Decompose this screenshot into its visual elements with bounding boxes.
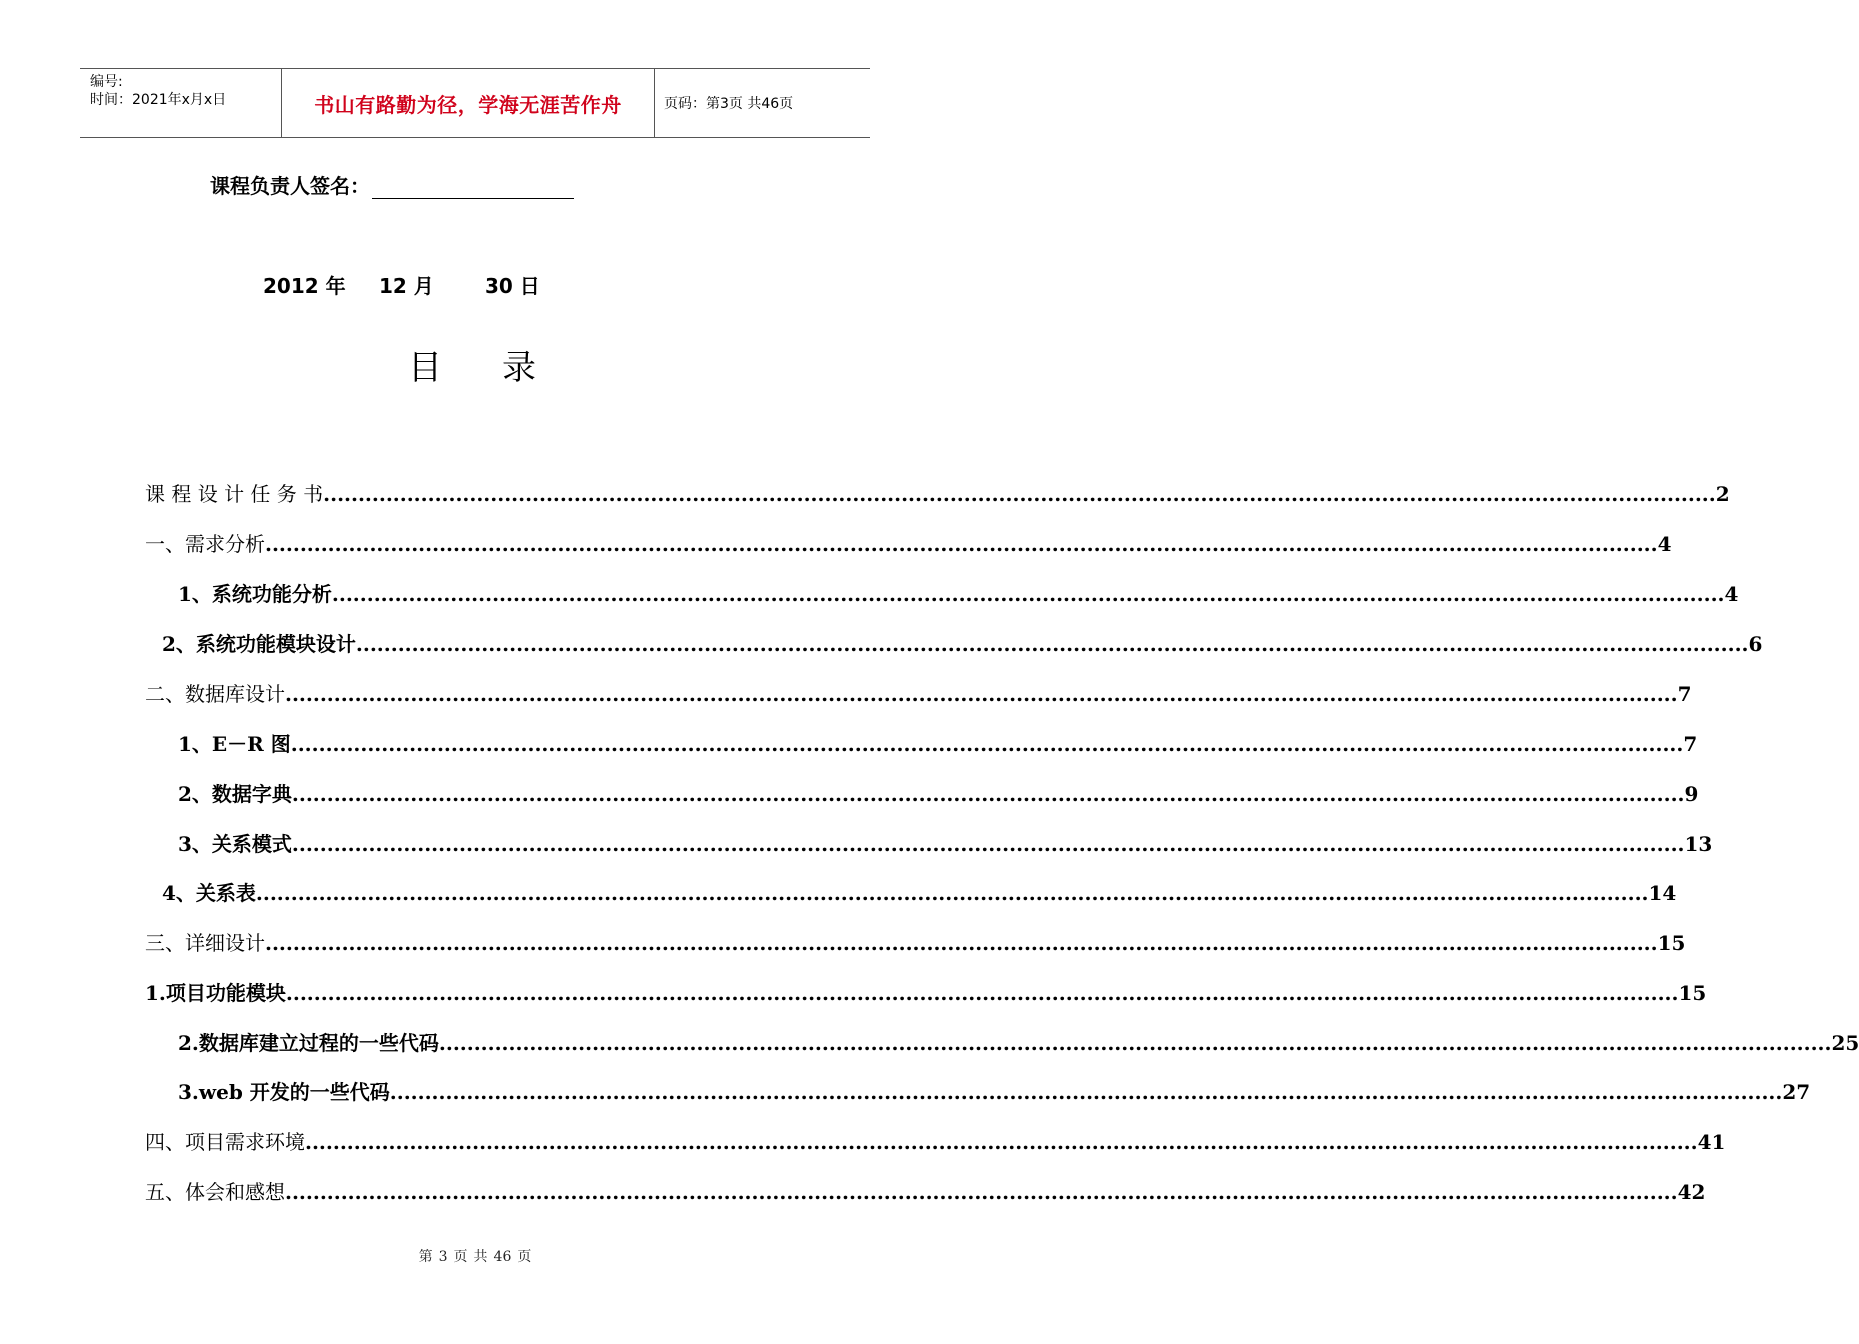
toc-entry	[145, 678, 1692, 706]
footer-total-pages: 46	[493, 1249, 512, 1265]
signature-line	[372, 176, 574, 199]
document-number-label: 编号:	[90, 74, 123, 90]
toc-entry-label: 1.项目功能模块	[145, 981, 286, 1005]
footer-suffix: 页	[517, 1249, 532, 1265]
footer-page-word: 页	[453, 1249, 468, 1265]
date-day: 30 日	[485, 274, 540, 298]
toc-entry-leader-dots: ........................................................................................................................................................................................................	[291, 782, 1685, 806]
toc-entry-label: 2、数据字典	[178, 782, 292, 806]
toc-entry-leader-dots: ........................................................................................................................................................................................................	[285, 981, 1679, 1005]
toc-entry-leader-dots: ........................................................................................................................................................................................................	[291, 832, 1685, 856]
toc-entry	[162, 628, 1763, 656]
toc-entry-label: 三、详细设计	[145, 931, 265, 955]
toc-entry-leader-dots: ........................................................................................................................................................................................................	[285, 1180, 1678, 1204]
header-table	[80, 68, 870, 138]
toc-entry-page-number: 9	[1684, 782, 1699, 806]
toc-entry-leader-dots: ........................................................................................................................................................................................................	[331, 582, 1725, 606]
toc-entry-leader-dots: ........................................................................................................................................................................................................	[285, 682, 1678, 706]
toc-entry-page-number: 41	[1697, 1130, 1726, 1154]
toc-entry-label: 五、体会和感想	[145, 1180, 285, 1204]
toc-entry-label: 3.web 开发的一些代码	[178, 1080, 390, 1104]
toc-entry	[145, 977, 1707, 1005]
toc-title-char-1: 目	[408, 348, 442, 388]
motto-text: 书山有路勤为径，学海无涯苦作舟	[314, 92, 622, 117]
toc-entry-label: 2.数据库建立过程的一些代码	[178, 1031, 439, 1055]
toc-entry-leader-dots: ........................................................................................................................................................................................................	[355, 632, 1749, 656]
toc-entry-leader-dots: ........................................................................................................................................................................................................	[255, 881, 1649, 905]
toc-entry	[145, 1176, 1706, 1204]
toc-entry-leader-dots: ........................................................................................................................................................................................................	[265, 931, 1658, 955]
toc-entry	[145, 528, 1672, 556]
toc-entry	[145, 1126, 1726, 1154]
footer-total-word: 共	[473, 1249, 488, 1265]
toc-entry	[178, 728, 1698, 756]
toc-entry-label: 2、系统功能模块设计	[162, 632, 356, 656]
toc-entry-page-number: 42	[1677, 1180, 1706, 1204]
toc-entry	[178, 1076, 1811, 1104]
signature-row	[210, 170, 574, 199]
toc-entry	[178, 778, 1699, 806]
toc-entry-leader-dots: ........................................................................................................................................................................................................	[323, 482, 1716, 506]
toc-entry-label: 一、需求分析	[145, 532, 265, 556]
toc-entry-page-number: 25	[1831, 1031, 1859, 1055]
toc-entry-label: 课 程 设 计 任 务 书	[145, 482, 324, 506]
toc-entry-page-number: 6	[1748, 632, 1763, 656]
page-info-text: 页码：第3页 共46页	[664, 96, 794, 112]
toc-entry	[145, 478, 1730, 506]
toc-entry	[178, 1027, 1859, 1055]
toc-entry	[178, 828, 1713, 856]
date-month: 12 月	[379, 274, 434, 298]
toc-entry-leader-dots: ........................................................................................................................................................................................................	[290, 732, 1684, 756]
toc-entry-label: 四、项目需求环境	[145, 1130, 305, 1154]
toc-entry-leader-dots: ........................................................................................................................................................................................................	[389, 1080, 1783, 1104]
footer-prefix: 第	[418, 1249, 433, 1265]
toc-entry	[145, 927, 1686, 955]
toc-entry-page-number: 7	[1677, 682, 1692, 706]
toc-title-char-2: 录	[502, 348, 536, 388]
document-time-label: 时间：2021年x月x日	[90, 92, 227, 108]
toc-entry-label: 1、E－R 图	[178, 732, 291, 756]
toc-entry	[162, 877, 1677, 905]
toc-entry-page-number: 15	[1678, 981, 1707, 1005]
toc-entry-page-number: 2	[1715, 482, 1730, 506]
toc-entry-label: 1、系统功能分析	[178, 582, 332, 606]
header-motto-cell	[282, 69, 655, 137]
footer-current-page: 3	[438, 1249, 448, 1265]
toc-entry	[178, 578, 1739, 606]
toc-entry-page-number: 27	[1782, 1080, 1811, 1104]
toc-entry-page-number: 4	[1724, 582, 1739, 606]
toc-entry-label: 4、关系表	[162, 881, 256, 905]
signature-label: 课程负责人签名：	[210, 174, 370, 198]
toc-entry-page-number: 7	[1683, 732, 1698, 756]
toc-entry-page-number: 13	[1684, 832, 1713, 856]
toc-entry-leader-dots: ........................................................................................................................................................................................................	[305, 1130, 1698, 1154]
toc-entry-label: 二、数据库设计	[145, 682, 285, 706]
date-row	[263, 270, 540, 299]
toc-entry-leader-dots: ........................................................................................................................................................................................................	[438, 1031, 1832, 1055]
toc-entry-leader-dots: ........................................................................................................................................................................................................	[265, 532, 1658, 556]
date-year: 2012 年	[263, 274, 346, 298]
toc-entry-page-number: 4	[1657, 532, 1672, 556]
page-footer	[0, 1246, 950, 1266]
toc-entry-page-number: 14	[1648, 881, 1677, 905]
toc-entry-label: 3、关系模式	[178, 832, 292, 856]
toc-title	[408, 340, 536, 389]
header-meta-cell	[80, 69, 282, 137]
toc-entry-page-number: 15	[1657, 931, 1686, 955]
header-page-cell	[655, 69, 870, 137]
